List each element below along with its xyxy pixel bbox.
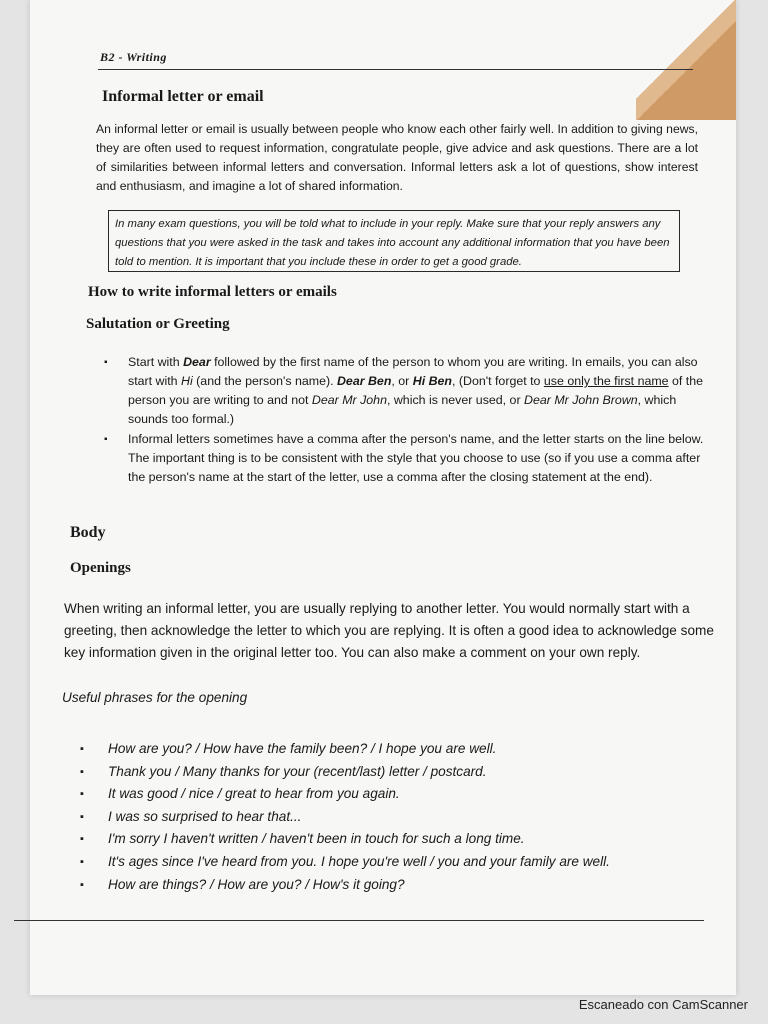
body-heading: Body xyxy=(70,524,106,541)
page-corner-fold xyxy=(636,0,736,120)
list-item: ▪ Informal letters sometimes have a comma after the person's name, and the letter starts on the line below. The important thing is to be consistent with the style that you choose to use (so if you use a comma after the person's name at the start of the letter, use a comma after the closing statement at the end). xyxy=(104,430,714,487)
useful-phrases-label: Useful phrases for the opening xyxy=(62,690,248,705)
list-item: ▪ It was good / nice / great to hear from you again. xyxy=(80,783,680,806)
exam-tip-text: In many exam questions, you will be told what to include in your reply. Make sure that your reply answers any questions that you were asked in the task and takes into account any additional information that you have been told to mention. It is important that you include these in order to get a good grade. xyxy=(115,218,670,268)
salutation-bullets xyxy=(104,353,714,488)
salutation-heading: Salutation or Greeting xyxy=(86,316,230,332)
page-title: Informal letter or email xyxy=(102,88,264,105)
list-item: ▪ How are things? / How are you? / How's it going? xyxy=(80,874,680,897)
header-divider xyxy=(98,69,693,70)
phrases-list xyxy=(80,738,680,896)
list-item: ▪ How are you? / How have the family been? / I hope you are well. xyxy=(80,738,680,761)
list-item: ▪ Start with Dear followed by the first name of the person to whom you are writing. In emails, you can also start with Hi (and the person's name). Dear Ben, or Hi Ben, (Don't forget to use only the first name of the person you are writing to and not Dear Mr John, which is never used, or Dear Mr John Brown, which sounds too formal.) xyxy=(104,353,714,429)
exam-tip-box xyxy=(108,210,680,272)
list-item: ▪ Thank you / Many thanks for your (recent/last) letter / postcard. xyxy=(80,761,680,784)
list-item: ▪ It's ages since I've heard from you. I hope you're well / you and your family are well. xyxy=(80,851,680,874)
section-header: B2 - Writing xyxy=(100,50,167,64)
how-to-heading: How to write informal letters or emails xyxy=(88,284,337,300)
scanner-watermark: Escaneado con CamScanner xyxy=(578,997,748,1012)
list-item: ▪ I'm sorry I haven't written / haven't been in touch for such a long time. xyxy=(80,828,680,851)
intro-paragraph: An informal letter or email is usually between people who know each other fairly well. In addition to giving news, they are often used to request information, congratulate people, give advice and ask questions. There are a lot of similarities between informal letters and conversation. Informal letters ask a lot of questions, show interest and enthusiasm, and imagine a lot of shared information. xyxy=(96,122,698,193)
footer-divider xyxy=(14,920,704,921)
openings-paragraph: When writing an informal letter, you are usually replying to another letter. You would normally start with a greeting, then acknowledge the letter to which you are replying. It is often a good idea to acknowledge some key information given in the original letter too. You can also make a comment on your own reply. xyxy=(64,601,714,660)
list-item: ▪ I was so surprised to hear that... xyxy=(80,806,680,829)
openings-heading: Openings xyxy=(70,560,131,576)
